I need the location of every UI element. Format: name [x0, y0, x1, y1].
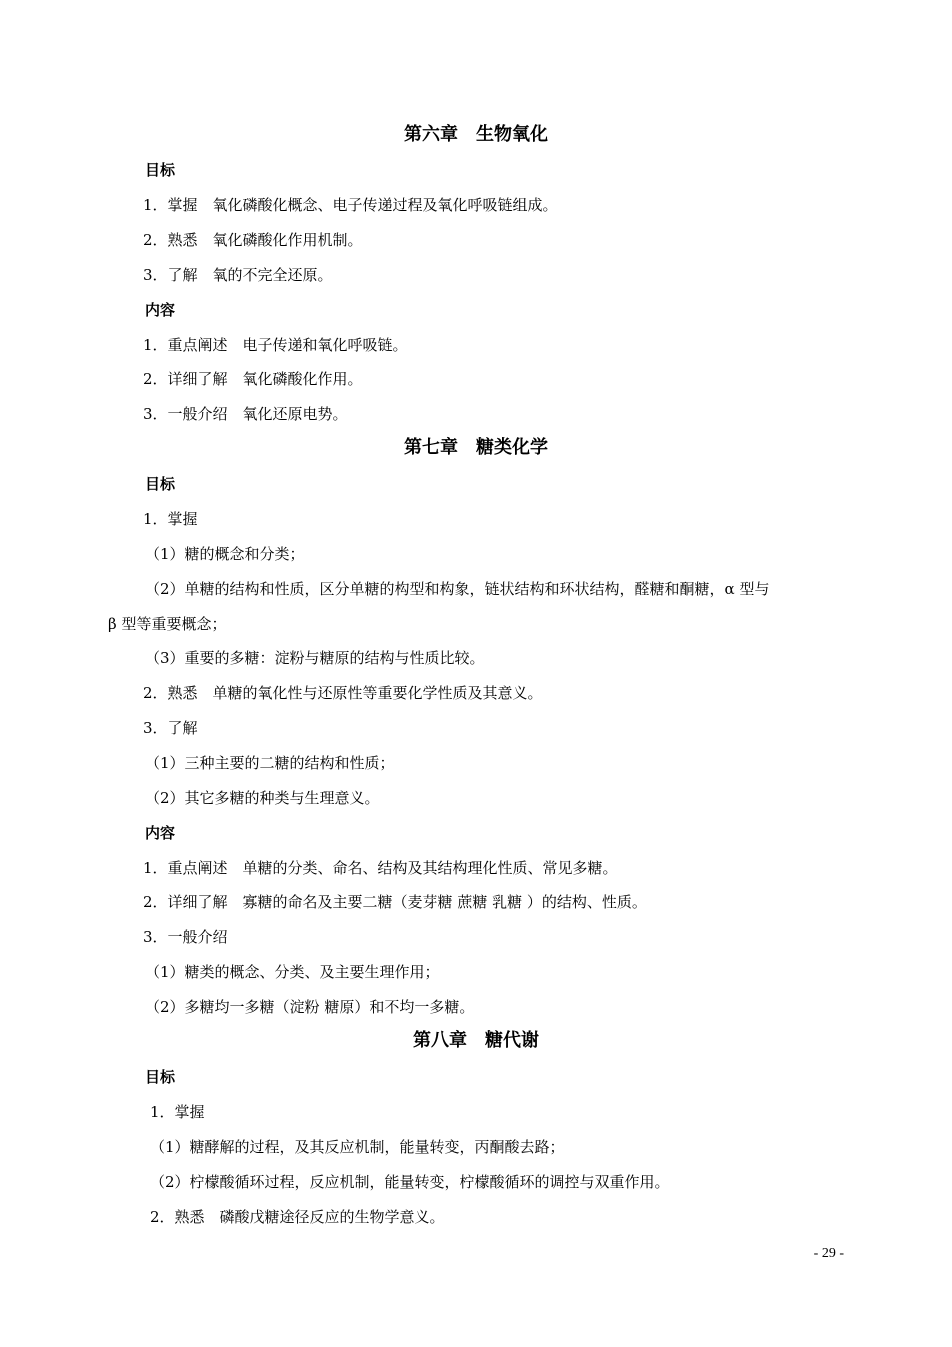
- goal-item: （2）单糖的结构和性质，区分单糖的构型和构象，链状结构和环状结构，醛糖和酮糖，α 型与: [145, 580, 770, 598]
- goal-item: （3）重要的多糖：淀粉与糖原的结构与性质比较。: [145, 649, 485, 667]
- content-item: 3．一般介绍: [143, 928, 228, 946]
- goal-item: 1．掌握 氧化磷酸化概念、电子传递过程及氧化呼吸链组成。: [143, 196, 558, 214]
- goal-item: 1．掌握: [143, 510, 198, 528]
- content-heading: 内容: [145, 301, 176, 319]
- goal-item: 2．熟悉 磷酸戊糖途径反应的生物学意义。: [150, 1208, 445, 1226]
- goal-item: （1）糖酵解的过程，及其反应机制，能量转变，丙酮酸去路；: [150, 1138, 565, 1156]
- goals-heading: 目标: [145, 475, 176, 493]
- content-heading: 内容: [145, 824, 176, 842]
- content-item: 1．重点阐述 单糖的分类、命名、结构及其结构理化性质、常见多糖。: [143, 859, 618, 877]
- goal-item: （1）三种主要的二糖的结构和性质；: [145, 754, 395, 772]
- goal-item: 2．熟悉 单糖的氧化性与还原性等重要化学性质及其意义。: [143, 684, 543, 702]
- goals-heading: 目标: [145, 1068, 176, 1086]
- goal-item: 1．掌握: [150, 1103, 205, 1121]
- content-item: 3．一般介绍 氧化还原电势。: [143, 405, 348, 423]
- goal-item: （1）糖的概念和分类；: [145, 545, 305, 563]
- page-number: - 29 -: [813, 1246, 844, 1261]
- chapter-title: 第八章 糖代谢: [413, 1030, 539, 1051]
- content-item: 2．详细了解 氧化磷酸化作用。: [143, 370, 363, 388]
- goal-item: （2）其它多糖的种类与生理意义。: [145, 789, 380, 807]
- chapter-title: 第七章 糖类化学: [404, 437, 548, 458]
- goal-item: 3．了解: [143, 719, 198, 737]
- content-item: （2）多糖均一多糖（淀粉 糖原）和不均一多糖。: [145, 998, 475, 1016]
- goal-item: 3．了解 氧的不完全还原。: [143, 266, 333, 284]
- goal-item: （2）柠檬酸循环过程，反应机制，能量转变，柠檬酸循环的调控与双重作用。: [150, 1173, 670, 1191]
- content-item: 2．详细了解 寡糖的命名及主要二糖（麦芽糖 蔗糖 乳糖 ）的结构、性质。: [143, 893, 647, 911]
- content-item: 1．重点阐述 电子传递和氧化呼吸链。: [143, 336, 408, 354]
- goals-heading: 目标: [145, 161, 176, 179]
- content-item: （1）糖类的概念、分类、及主要生理作用；: [145, 963, 440, 981]
- goal-item: β 型等重要概念；: [108, 615, 227, 633]
- goal-item: 2．熟悉 氧化磷酸化作用机制。: [143, 231, 363, 249]
- chapter-title: 第六章 生物氧化: [404, 124, 548, 145]
